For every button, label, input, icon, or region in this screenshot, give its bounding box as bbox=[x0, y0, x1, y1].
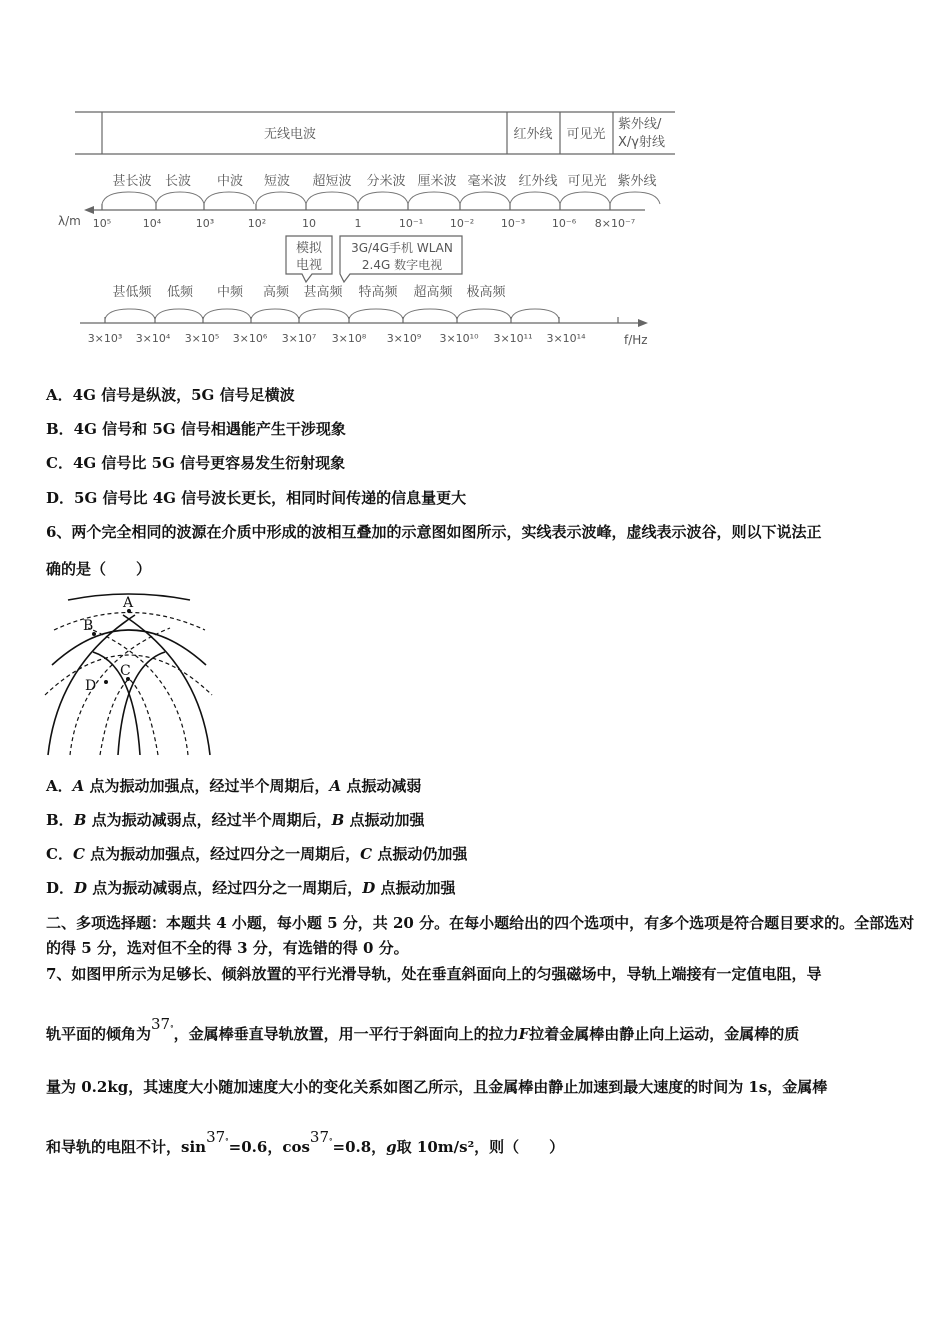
lambda-label: λ/m bbox=[58, 214, 81, 228]
band-xray: X/γ射线 bbox=[618, 135, 665, 150]
freq-name: 高频 bbox=[262, 285, 290, 300]
freq-tick: 3×10³ bbox=[87, 332, 123, 345]
q6-option-b: B．B 点为振动减弱点，经过半个周期后，B 点振动加强 bbox=[46, 811, 425, 829]
callout-4g bbox=[340, 236, 462, 282]
band-infrared: 红外线 bbox=[513, 127, 553, 142]
wave-name: 短波 bbox=[263, 174, 291, 189]
lambda-arrow bbox=[84, 206, 94, 214]
freq-tick: 3×10¹¹ bbox=[493, 332, 533, 345]
freq-name: 中频 bbox=[216, 285, 244, 300]
freq-name: 极高频 bbox=[466, 285, 506, 300]
svg-text:模拟: 模拟 bbox=[295, 241, 323, 256]
lambda-tick: 8×10⁻⁷ bbox=[594, 217, 636, 230]
interference-diagram bbox=[40, 590, 220, 760]
q6-stem-line1: 6、两个完全相同的波源在介质中形成的波相互叠加的示意图如图所示，实线表示波峰，虚线表示波谷，则以下说法正 bbox=[46, 523, 822, 541]
lambda-tick: 10⁻² bbox=[449, 217, 475, 230]
freq-name: 甚高频 bbox=[303, 285, 343, 300]
band-uv: 紫外线/ bbox=[618, 117, 662, 132]
wave-name: 毫米波 bbox=[467, 174, 507, 189]
spectrum-diagram bbox=[50, 100, 690, 355]
lambda-tick: 10⁴ bbox=[142, 217, 162, 230]
band-radio: 无线电波 bbox=[263, 127, 317, 142]
wave-name: 厘米波 bbox=[417, 174, 457, 189]
wave-brackets bbox=[102, 192, 660, 204]
lambda-tick: 10⁻³ bbox=[500, 217, 526, 230]
svg-text:2.4G 数字电视: 2.4G 数字电视 bbox=[361, 258, 443, 272]
wave-name: 甚长波 bbox=[112, 174, 152, 189]
wave-names bbox=[112, 173, 656, 189]
label-A: A bbox=[123, 595, 134, 611]
wave-name: 紫外线 bbox=[617, 174, 657, 189]
callout-analog-tv bbox=[286, 236, 332, 282]
freq-names bbox=[112, 284, 506, 300]
freq-brackets bbox=[105, 309, 559, 319]
freq-name: 低频 bbox=[166, 285, 194, 300]
label-B: B bbox=[83, 618, 94, 634]
freq-name: 超高频 bbox=[413, 285, 453, 300]
freq-label: f/Hz bbox=[624, 333, 648, 347]
freq-tick: 3×10⁵ bbox=[184, 332, 220, 345]
freq-arrow bbox=[638, 319, 648, 327]
lambda-tick: 10² bbox=[247, 217, 267, 230]
q5-option-a: A．4G 信号是纵波，5G 信号足横波 bbox=[46, 386, 295, 404]
q7-line3: 量为 0.2kg，其速度大小随加速度大小的变化关系如图乙所示，且金属棒由静止加速到最大速度的时间为 1s，金属棒 bbox=[46, 1078, 828, 1096]
q6-option-a: A．A 点为振动加强点，经过半个周期后，A 点振动减弱 bbox=[46, 777, 422, 795]
label-C: C bbox=[120, 663, 131, 679]
q5-option-d: D．5G 信号比 4G 信号波长更长，相同时间传递的信息量更大 bbox=[46, 489, 467, 507]
freq-tick: 3×10¹⁴ bbox=[546, 332, 586, 345]
q6-option-c: C．C 点为振动加强点，经过四分之一周期后，C 点振动仍加强 bbox=[46, 845, 468, 863]
q5-option-c: C．4G 信号比 5G 信号更容易发生衍射现象 bbox=[46, 454, 346, 472]
wave-name: 可见光 bbox=[567, 174, 607, 189]
q6-stem-line2: 确的是（ ） bbox=[46, 560, 152, 578]
freq-name: 甚低频 bbox=[112, 285, 152, 300]
lambda-tick: 10⁵ bbox=[92, 217, 112, 230]
q5-option-b: B．4G 信号和 5G 信号相遇能产生干涉现象 bbox=[46, 420, 346, 438]
lambda-tick: 1 bbox=[354, 217, 362, 230]
lambda-ticks bbox=[93, 217, 635, 230]
freq-tick: 3×10⁹ bbox=[386, 332, 422, 345]
wave-name: 长波 bbox=[164, 174, 192, 189]
q7-line1: 7、如图甲所示为足够长、倾斜放置的平行光滑导轨，处在垂直斜面向上的匀强磁场中，导轨上端接有一定值电阻，导 bbox=[46, 965, 822, 983]
lambda-tick: 10⁻¹ bbox=[398, 217, 424, 230]
freq-tick: 3×10¹⁰ bbox=[439, 332, 479, 345]
svg-text:电视: 电视 bbox=[295, 258, 323, 273]
svg-text:3G/4G手机 WLAN: 3G/4G手机 WLAN bbox=[351, 241, 453, 255]
lambda-tick: 10 bbox=[302, 217, 316, 230]
wave-name: 中波 bbox=[216, 174, 244, 189]
lambda-axis bbox=[90, 204, 645, 210]
label-D: D bbox=[85, 678, 97, 694]
freq-name: 特高频 bbox=[358, 285, 398, 300]
section2-instructions: 二、多项选择题：本题共 4 小题，每小题 5 分，共 20 分。在每小题给出的四个选项中，有多个选项是符合题目要求的。全部选对的得 5 分，选对但不全的得 3 分，有选错的得 0 分。 bbox=[46, 914, 915, 957]
wave-name: 分米波 bbox=[366, 174, 406, 189]
lambda-tick: 10³ bbox=[195, 217, 215, 230]
q7-line2: 轨平面的倾角为37°，金属棒垂直导轨放置，用一平行于斜面向上的拉力F拉着金属棒由静止向上运动，金属棒的质 bbox=[46, 1015, 800, 1043]
wave-name: 超短波 bbox=[312, 174, 352, 189]
freq-tick: 3×10⁴ bbox=[135, 332, 171, 345]
band-visible: 可见光 bbox=[566, 127, 606, 142]
freq-tick: 3×10⁷ bbox=[281, 332, 317, 345]
lambda-tick: 10⁻⁶ bbox=[551, 217, 577, 230]
q6-option-d: D．D 点为振动减弱点，经过四分之一周期后，D 点振动加强 bbox=[46, 879, 456, 897]
freq-axis bbox=[80, 317, 640, 323]
wave-name: 红外线 bbox=[518, 174, 558, 189]
freq-ticks bbox=[88, 332, 586, 345]
freq-tick: 3×10⁸ bbox=[331, 332, 367, 345]
q7-line4: 和导轨的电阻不计，sin37°=0.6，cos37°=0.8，g取 10m/s²，则（ ） bbox=[46, 1128, 565, 1156]
freq-tick: 3×10⁶ bbox=[232, 332, 268, 345]
